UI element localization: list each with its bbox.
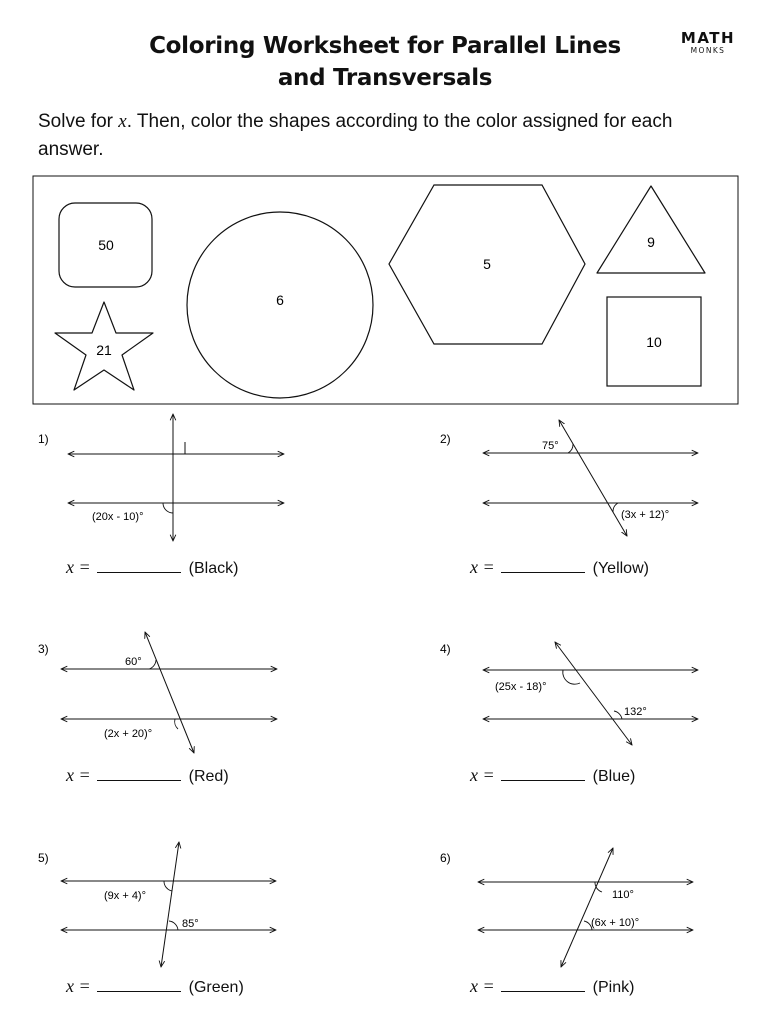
shape-star[interactable]: [55, 302, 153, 390]
answer-blank[interactable]: [97, 779, 181, 781]
problem-1-figure: [38, 414, 284, 541]
title-line-1: Coloring Worksheet for Parallel Lines: [149, 33, 621, 59]
answer-color: (Pink): [592, 979, 635, 996]
answer-color: (Black): [188, 560, 239, 577]
shape-square[interactable]: [607, 297, 701, 386]
problem-5-angle-a: (9x + 4)°: [104, 890, 146, 902]
shape-hexagon[interactable]: [389, 185, 585, 344]
answer-color: (Green): [188, 979, 244, 996]
answer-blank[interactable]: [501, 571, 585, 573]
answer-blank[interactable]: [501, 779, 585, 781]
logo-main-text: MATH: [680, 29, 736, 47]
problem-1-answer: [66, 557, 238, 578]
shape-star-label: 21: [96, 342, 112, 358]
instructions-text-2: . Then, color the shapes according to the color assigned for each answer.: [38, 111, 673, 160]
problem-4-angle-a: (25x - 18)°: [495, 681, 547, 693]
problem-3-number: 3): [38, 642, 49, 656]
problem-3-figure: [38, 632, 277, 753]
logo-sub-text: MONKS: [690, 46, 726, 55]
instructions-text-1: Solve for: [38, 111, 119, 132]
answer-color: (Blue): [592, 768, 636, 785]
answer-prefix: x =: [470, 976, 495, 996]
shape-rounded-square[interactable]: [59, 203, 152, 287]
shape-circle[interactable]: [187, 212, 373, 398]
problem-3-answer: [66, 765, 229, 786]
shape-square-label: 10: [646, 334, 662, 350]
shape-rounded-square-label: 50: [98, 237, 114, 253]
problem-1-number: 1): [38, 432, 49, 446]
answer-blank[interactable]: [501, 990, 585, 992]
problem-6-angle-a: 110°: [612, 889, 634, 901]
problem-4-figure: [440, 642, 698, 745]
problem-6-answer: [470, 976, 634, 997]
shape-triangle[interactable]: [597, 186, 705, 273]
problem-4-number: 4): [440, 642, 451, 656]
answer-prefix: x =: [470, 557, 495, 577]
problem-2-answer: [470, 557, 649, 578]
problem-4-answer: [470, 765, 635, 786]
answer-blank[interactable]: [97, 990, 181, 992]
problem-5-figure: [38, 842, 276, 967]
problem-2-angle-b: (3x + 12)°: [621, 509, 670, 521]
shape-triangle-label: 9: [647, 234, 655, 250]
instructions-variable: x: [118, 111, 127, 132]
problem-2-angle-a: 75°: [542, 440, 559, 452]
shape-hexagon-label: 5: [483, 256, 491, 272]
problem-2-figure: [440, 420, 698, 536]
answer-prefix: x =: [66, 557, 91, 577]
shapes-box: [33, 176, 738, 404]
answer-color: (Yellow): [592, 560, 649, 577]
problem-4-angle-b: 132°: [624, 706, 647, 718]
problem-6-figure: [440, 848, 693, 967]
answer-blank[interactable]: [97, 571, 181, 573]
problem-5-number: 5): [38, 851, 49, 865]
problem-2-number: 2): [440, 432, 451, 446]
answer-prefix: x =: [470, 765, 495, 785]
problem-1-angle: (20x - 10)°: [92, 511, 144, 523]
problem-5-answer: [66, 976, 244, 997]
answer-prefix: x =: [66, 765, 91, 785]
problem-3-angle-b: (2x + 20)°: [104, 728, 153, 740]
shape-circle-label: 6: [276, 292, 284, 308]
problem-6-angle-b: (6x + 10)°: [591, 917, 640, 929]
problem-6-number: 6): [440, 851, 451, 865]
problem-5-angle-b: 85°: [182, 918, 199, 930]
answer-color: (Red): [188, 768, 229, 785]
answer-prefix: x =: [66, 976, 91, 996]
problem-3-angle-a: 60°: [125, 656, 142, 668]
title-line-2: and Transversals: [277, 65, 493, 91]
